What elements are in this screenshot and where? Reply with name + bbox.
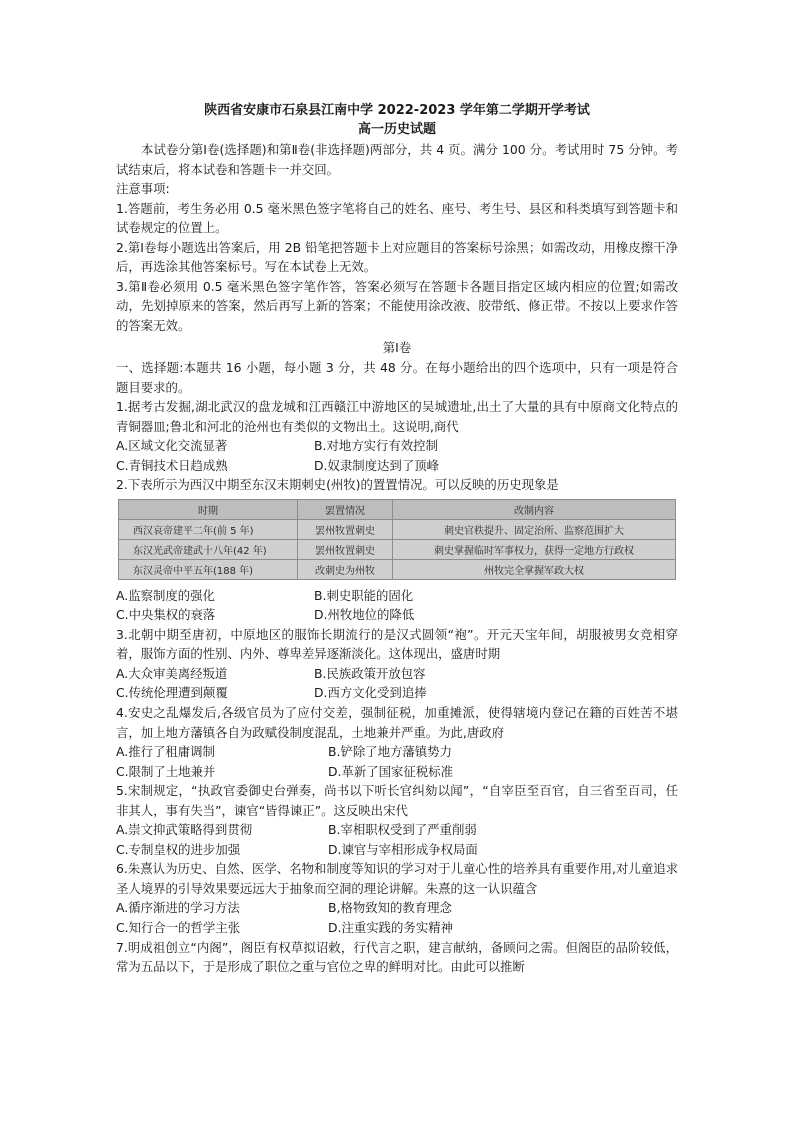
- table-cell: 东汉灵帝中平五年(188 年): [119, 559, 298, 579]
- question-options: [116, 586, 678, 625]
- option: B.铲除了地方藩镇势力: [328, 744, 452, 760]
- question-options: [116, 436, 678, 475]
- question-options: [116, 664, 678, 703]
- table-cell: 刺史官秩提升、固定治所、监察范围扩大: [393, 519, 676, 539]
- option: C.专制皇权的进步加强: [116, 841, 241, 857]
- exam-intro: 本试卷分第Ⅰ卷(选择题)和第Ⅱ卷(非选择题)两部分，共 4 页。满分 100 分。考试用时 75 分钟。考试结束后，将本试卷和答题卡一并交回。: [116, 142, 678, 177]
- question-stem: 4.安史之乱爆发后,各级官员为了应付交差，强制征税，加重摊派，使得辖境内登记在籍的百姓苦不堪言，加上地方藩镇各自为政赋役制度混乱，土地兼并严重。为此,唐政府: [116, 705, 678, 740]
- table-header-row: [119, 499, 676, 519]
- table-row: [119, 559, 676, 579]
- table-cell: 东汉光武帝建武十八年(42 年): [119, 539, 298, 559]
- option: B.民族政策开放包容: [314, 665, 426, 681]
- table-header: 时期: [119, 499, 298, 519]
- notes-heading: 注意事项:: [116, 181, 170, 196]
- option: A.监察制度的强化: [116, 587, 215, 603]
- option: A.崇文抑武策略得到贯彻: [116, 822, 253, 838]
- question-stem: 7.明成祖创立“内阁”，阁臣有权草拟诏敕，行代言之职，建言献纳，备顾问之需。但阁臣的品阶较低，常为五品以下，于是形成了职位之重与官位之卑的鲜明对比。由此可以推断: [116, 939, 678, 975]
- option: D.谏官与宰相形成争权局面: [328, 841, 478, 857]
- option: B.对地方实行有效控制: [314, 438, 438, 453]
- section-instructions: 一、选择题:本题共 16 小题，每小题 3 分，共 48 分。在每小题给出的四个选项中，只有一项是符合题目要求的。: [116, 360, 678, 395]
- question-stem: 6.朱熹认为历史、自然、医学、名物和制度等知识的学习对于儿童心性的培养具有重要作用,对儿童追求圣人境界的引导效果要远远大于抽象而空洞的理论讲解。朱熹的这一认识蕴含: [116, 861, 678, 896]
- option: A.大众审美离经叛道: [116, 665, 228, 681]
- table-cell: 西汉哀帝建平二年(前 5 年): [119, 519, 298, 539]
- question-stem: 2.下表所示为西汉中期至东汉末期刺史(州牧)的置置情况。可以反映的历史现象是: [116, 477, 559, 493]
- option: C.知行合一的哲学主张: [116, 920, 241, 936]
- option: D.革新了国家征税标准: [328, 763, 453, 779]
- question-options: [116, 742, 678, 781]
- table-cell: 州牧完全掌握军政大权: [393, 559, 676, 579]
- option: C.限制了土地兼并: [116, 763, 216, 779]
- option: A.推行了租庸调制: [116, 744, 215, 760]
- option: A.区域文化交流显著: [116, 438, 228, 453]
- exam-subtitle: 高一历史试题: [357, 122, 436, 137]
- option: D.注重实践的务实精神: [328, 920, 453, 936]
- history-table: [118, 499, 676, 580]
- option: C.传统伦理遭到颠覆: [116, 685, 228, 701]
- table-cell: 刺史掌握临时军事权力，获得一定地方行政权: [393, 539, 676, 559]
- exam-page: [116, 101, 678, 977]
- question-options: [116, 898, 678, 937]
- table-row: [119, 519, 676, 539]
- question-stem: 1.据考古发掘,湖北武汉的盘龙城和江西赣江中游地区的吴城遗址,出土了大量的具有中原商文化特点的青铜器皿;鲁北和河北的沧州也有类似的文物出土。这说明,商代: [116, 399, 678, 434]
- option: A.循序渐进的学习方法: [116, 900, 240, 916]
- table-cell: 罢州牧置刺史: [298, 519, 393, 539]
- table-cell: 改刺史为州牧: [298, 559, 393, 579]
- note-item: 1.答题前，考生务必用 0.5 毫米黑色签字笔将自己的姓名、座号、考生号、县区和科类填写到答题卡和试卷规定的位置上。: [116, 200, 678, 235]
- table-header: 改制内容: [393, 499, 676, 519]
- option: B.宰相职权受到了严重削弱: [328, 822, 477, 838]
- question-stem: 3.北朝中期至唐初，中原地区的服饰长期流行的是汉式圆领“袍”。开元天宝年间，胡服被男女竞相穿着，服饰方面的性别、内外、尊卑差异逐渐淡化。这体现出，盛唐时期: [116, 626, 678, 662]
- option: B.刺史职能的固化: [314, 587, 414, 603]
- table-header: 罢置情况: [298, 499, 393, 519]
- table-row: [119, 539, 676, 559]
- option: D.西方文化受到追捧: [314, 685, 427, 701]
- section-heading: 第Ⅰ卷: [382, 340, 412, 355]
- option: D.州牧地位的降低: [314, 607, 415, 623]
- note-item: 3.第Ⅱ卷必须用 0.5 毫米黑色签字笔作答，答案必须写在答题卡各题目指定区域内相应的位置;如需改动，先划掉原来的答案，然后再写上新的答案；不能使用涂改液、胶带纸、修正带。不按以上要求作答的答案无效。: [116, 278, 678, 333]
- question-stem: 5.宋制规定，“执政官委御史台弹奏，尚书以下听长官纠劾以闻”，“自宰臣至百官，自三省至百司，任非其人，事有失当”，谏官“皆得谏正”。这反映出宋代: [116, 783, 678, 818]
- question-options: [116, 820, 678, 859]
- option: D.奴隶制度达到了顶峰: [314, 457, 439, 473]
- option: B,格物致知的教育理念: [328, 900, 452, 916]
- note-item: 2.第Ⅰ卷每小题选出答案后，用 2B 铅笔把答题卡上对应题目的答案标号涂黑；如需改动，用橡皮擦干净后，再选涂其他答案标号。写在本试卷上无效。: [116, 239, 678, 274]
- option: C.青铜技术日趋成熟: [116, 457, 228, 473]
- exam-title: 陕西省安康市石泉县江南中学 2022-2023 学年第二学期开学考试: [204, 103, 590, 118]
- table-cell: 罢州牧置刺史: [298, 539, 393, 559]
- option: C.中央集权的衰落: [116, 607, 216, 623]
